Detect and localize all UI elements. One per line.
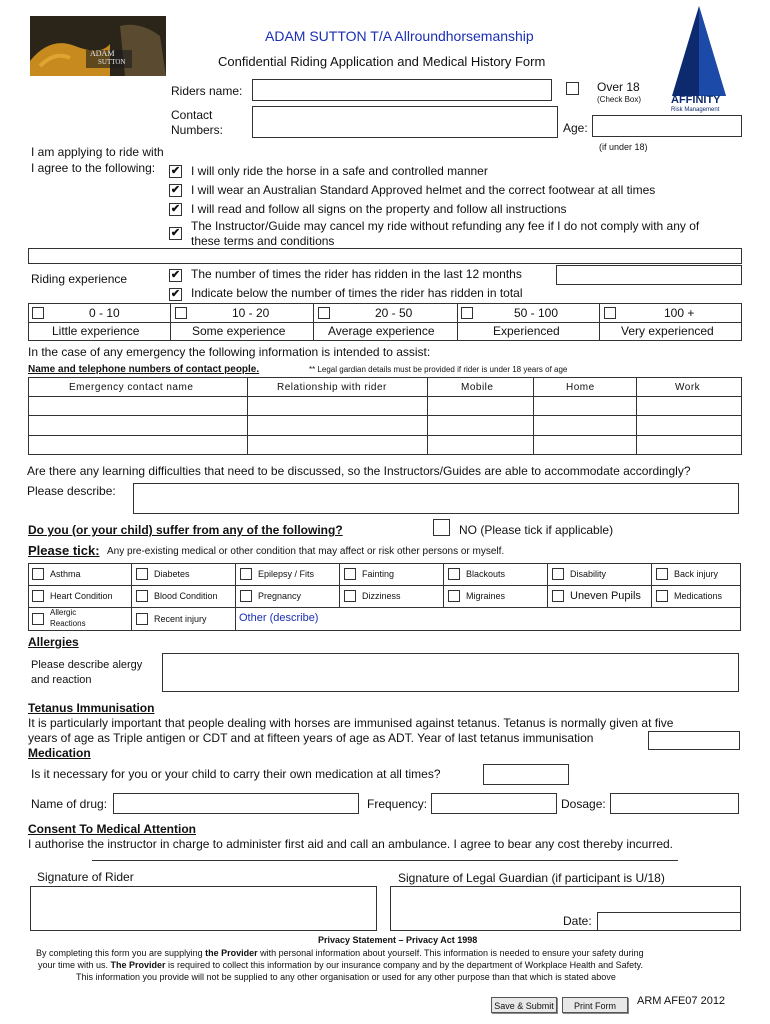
col-relationship: Relationship with rider — [277, 382, 387, 393]
privacy-l2-c: is required to collect this information by our insurance company and by the department of Workplace Health and Safety. — [165, 960, 643, 970]
privacy-heading: Privacy Statement – Privacy Act 1998 — [318, 935, 478, 945]
cond-allergic-1: Allergic — [50, 608, 77, 617]
riders-name-label: Riders name: — [171, 84, 243, 98]
exp-level-3: Experienced — [493, 324, 560, 338]
company-logo — [30, 16, 166, 76]
riding-experience-label: Riding experience — [31, 272, 128, 286]
cond-checkbox-uneven-pupils[interactable] — [552, 590, 564, 602]
check-box-note: (Check Box) — [597, 95, 642, 104]
exp-range-checkbox-3[interactable] — [461, 307, 473, 319]
experience-grid — [28, 303, 742, 341]
exp-range-1: 10 - 20 — [232, 306, 270, 320]
allergies-heading: Allergies — [28, 635, 79, 649]
privacy-l2-a: your time with us. — [38, 960, 111, 970]
form-code: ARM AFE07 2012 — [637, 995, 726, 1007]
applying-label: I am applying to ride with — [31, 145, 164, 159]
medical-no-label: NO (Please tick if applicable) — [459, 523, 614, 537]
tetanus-year-input[interactable] — [648, 731, 740, 750]
cond-checkbox-epilepsy[interactable] — [240, 568, 252, 580]
privacy-l2-provider: The Provider — [110, 960, 166, 970]
exp-level-4: Very experienced — [621, 324, 714, 338]
save-submit-button[interactable]: Save & Submit — [491, 997, 557, 1013]
exp-range-checkbox-0[interactable] — [32, 307, 44, 319]
over18-label: Over 18 — [597, 80, 640, 94]
exp-range-checkbox-1[interactable] — [175, 307, 187, 319]
cond-epilepsy: Epilepsy / Fits — [258, 569, 315, 579]
cond-checkbox-pregnancy[interactable] — [240, 590, 252, 602]
cond-pregnancy: Pregnancy — [258, 591, 302, 601]
cond-checkbox-allergic[interactable] — [32, 613, 44, 625]
cond-diabetes: Diabetes — [154, 569, 190, 579]
agree-checkbox-4[interactable]: ✔ — [170, 227, 181, 239]
medication-heading: Medication — [28, 746, 91, 760]
exp-range-0: 0 - 10 — [89, 306, 120, 320]
agree-item-1: I will only ride the horse in a safe and controlled manner — [191, 164, 488, 178]
medical-conditions-grid — [28, 563, 741, 631]
agree-item-3: I will read and follow all signs on the property and follow all instructions — [191, 202, 567, 216]
please-tick-label: Please tick: — [28, 543, 100, 558]
medication-question: Is it necessary for you or your child to carry their own medication at all times? — [31, 767, 441, 781]
emergency-heading: Name and telephone numbers of contact people. — [28, 364, 260, 375]
cond-checkbox-dizziness[interactable] — [344, 590, 356, 602]
agree-checkbox-2[interactable]: ✔ — [170, 184, 181, 196]
cond-recent-injury: Recent injury — [154, 614, 207, 624]
agree-item-2: I will wear an Australian Standard Approved helmet and the correct footwear at all times — [191, 183, 656, 197]
cond-allergic-2: Reactions — [50, 619, 86, 628]
emergency-intro: In the case of any emergency the following information is intended to assist: — [28, 345, 431, 359]
dosage-input[interactable] — [610, 793, 739, 814]
cond-checkbox-back-injury[interactable] — [656, 568, 668, 580]
tetanus-heading: Tetanus Immunisation — [28, 701, 155, 715]
agree-label: I agree to the following: — [31, 161, 156, 175]
emergency-table — [28, 377, 742, 455]
cond-checkbox-diabetes[interactable] — [136, 568, 148, 580]
dosage-label: Dosage: — [561, 797, 606, 811]
cond-uneven-pupils: Uneven Pupils — [570, 590, 641, 602]
riders-name-input[interactable] — [252, 79, 552, 101]
cond-checkbox-blackouts[interactable] — [448, 568, 460, 580]
cond-medications: Medications — [674, 591, 723, 601]
agree-checkbox-1[interactable]: ✔ — [170, 165, 181, 177]
contact-label-2: Numbers: — [171, 123, 224, 137]
drug-label: Name of drug: — [31, 797, 108, 811]
sig-rider-label: Signature of Rider — [37, 870, 134, 884]
if-under-18-note: (if under 18) — [599, 142, 648, 152]
affinity-logo — [668, 6, 730, 116]
col-mobile: Mobile — [461, 382, 494, 393]
col-work: Work — [675, 382, 701, 393]
applying-to-input[interactable] — [28, 248, 742, 264]
allergies-label-1: Please describe alergy — [31, 659, 143, 671]
tetanus-line-2: years of age as Triple antigen or CDT and at fifteen years of age as ADT. Year of last tetanus immunisation — [28, 731, 594, 745]
print-form-button[interactable]: Print Form — [562, 997, 628, 1013]
exp-range-checkbox-2[interactable] — [318, 307, 330, 319]
cond-checkbox-recent-injury[interactable] — [136, 613, 148, 625]
privacy-l1-provider: the Provider — [205, 948, 258, 958]
drug-input[interactable] — [113, 793, 359, 814]
consent-text: I authorise the instructor in charge to administer first aid and call an ambulance. I agree to bear any cost thereby incurred. — [28, 837, 674, 851]
cond-checkbox-fainting[interactable] — [344, 568, 356, 580]
allergies-label-2: and reaction — [31, 674, 92, 686]
cond-back-injury: Back injury — [674, 569, 719, 579]
cond-heart: Heart Condition — [50, 591, 113, 601]
col-home: Home — [566, 382, 595, 393]
consent-heading: Consent To Medical Attention — [28, 822, 196, 836]
svg-text:ADAM: ADAM — [90, 49, 115, 58]
learning-question: Are there any learning difficulties that need to be discussed, so the Instructors/Guides are able to accommodate accordingly? — [27, 464, 691, 478]
cond-checkbox-heart[interactable] — [32, 590, 44, 602]
medical-no-checkbox[interactable] — [433, 519, 450, 536]
sig-rider-input[interactable] — [30, 886, 377, 931]
contact-label-1: Contact — [171, 108, 213, 122]
allergies-input[interactable] — [162, 653, 739, 692]
tetanus-line-1: It is particularly important that people dealing with horses are immunised against tetanus. Tetanus is normally given at five — [28, 716, 674, 730]
learning-describe-input[interactable] — [133, 483, 739, 514]
col-contact-name: Emergency contact name — [69, 382, 194, 393]
cond-checkbox-migraines[interactable] — [448, 590, 460, 602]
frequency-label: Frequency: — [367, 797, 428, 811]
sig-guardian-label: Signature of Legal Guardian (if participant is U/18) — [398, 871, 665, 885]
affinity-brand: AFFINITY — [671, 94, 721, 106]
agree-item-4b: these terms and conditions — [191, 234, 335, 248]
medication-answer-input[interactable] — [483, 764, 569, 785]
exp-range-checkbox-4[interactable] — [604, 307, 616, 319]
form-title: Confidential Riding Application and Medical History Form — [218, 54, 546, 69]
cond-checkbox-blood[interactable] — [136, 590, 148, 602]
consent-divider — [92, 860, 678, 861]
cond-blood: Blood Condition — [154, 591, 218, 601]
privacy-l1-a: By completing this form you are supplying — [36, 948, 206, 958]
privacy-line-1 — [36, 948, 644, 958]
over18-checkbox[interactable] — [566, 82, 579, 95]
cond-migraines: Migraines — [466, 591, 506, 601]
date-label: Date: — [563, 914, 592, 928]
cond-asthma: Asthma — [50, 569, 81, 579]
privacy-line-3: This information you provide will not be supplied to any other organisation or used for any other purpose than that which is stated above — [76, 972, 616, 982]
cond-fainting: Fainting — [362, 569, 395, 579]
affinity-triangle-icon — [668, 6, 730, 101]
date-input[interactable] — [597, 912, 741, 931]
exp-level-0: Little experience — [52, 324, 140, 338]
age-label: Age: — [563, 121, 588, 135]
exp-checkbox-1[interactable]: ✔ — [170, 269, 181, 281]
age-input[interactable] — [592, 115, 742, 137]
privacy-line-2 — [38, 960, 643, 970]
svg-text:SUTTON: SUTTON — [98, 58, 126, 66]
exp-line-1: The number of times the rider has ridden in the last 12 months — [191, 267, 522, 281]
cond-disability: Disability — [570, 569, 607, 579]
exp-range-2: 20 - 50 — [375, 306, 413, 320]
emergency-note: ** Legal gardian details must be provided if rider is under 18 years of age — [309, 365, 568, 374]
privacy-l1-c: with personal information about yourself. This information is needed to ensure your safety during — [257, 948, 644, 958]
cond-checkbox-medications[interactable] — [656, 590, 668, 602]
cond-dizziness: Dizziness — [362, 591, 401, 601]
cond-checkbox-disability[interactable] — [552, 568, 564, 580]
exp-level-2: Average experience — [328, 324, 435, 338]
exp-checkbox-2[interactable]: ✔ — [170, 288, 181, 300]
cond-blackouts: Blackouts — [466, 569, 506, 579]
exp-level-1: Some experience — [192, 324, 286, 338]
frequency-input[interactable] — [431, 793, 557, 814]
affinity-sub: Risk Management — [671, 107, 720, 113]
contact-numbers-input[interactable] — [252, 106, 558, 138]
exp-range-4: 100 + — [664, 306, 695, 320]
learning-describe-label: Please describe: — [27, 484, 116, 498]
agree-checkbox-3[interactable]: ✔ — [170, 203, 181, 215]
cond-checkbox-asthma[interactable] — [32, 568, 44, 580]
cond-other-describe[interactable]: Other (describe) — [239, 612, 319, 624]
times-ridden-input[interactable] — [556, 265, 742, 285]
horse-photo-image — [30, 16, 166, 76]
agree-item-4a: The Instructor/Guide may cancel my ride without refunding any fee if I do not comply with any of — [191, 219, 700, 233]
exp-line-2: Indicate below the number of times the rider has ridden in total — [191, 286, 523, 300]
exp-range-3: 50 - 100 — [514, 306, 559, 320]
please-tick-note: Any pre-existing medical or other condition that may affect or risk other persons or myself. — [107, 546, 505, 557]
medical-question: Do you (or your child) suffer from any of the following? — [28, 523, 343, 537]
company-title: ADAM SUTTON T/A Allroundhorsemanship — [265, 28, 534, 44]
